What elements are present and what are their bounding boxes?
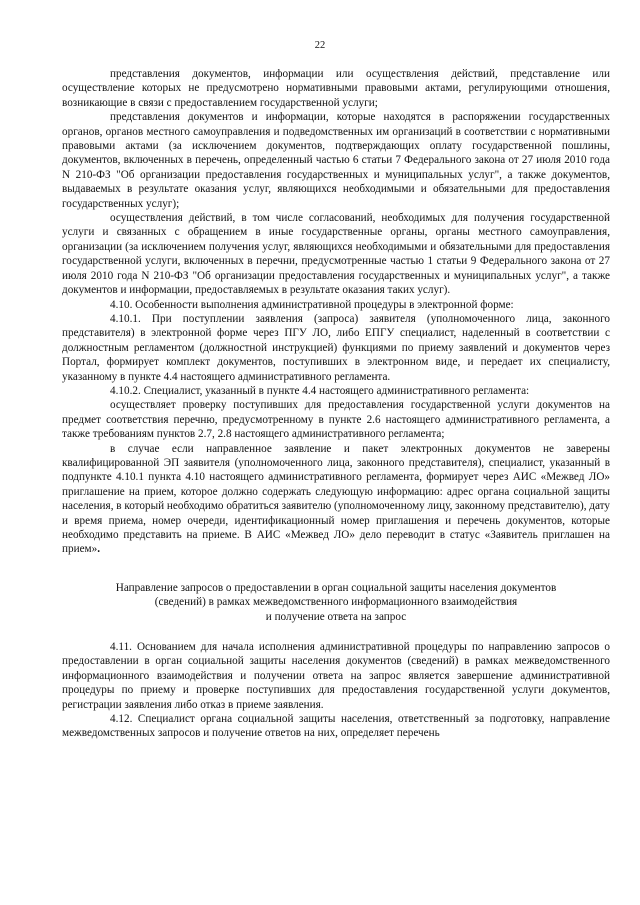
paragraph: 4.10.2. Специалист, указанный в пункте 4.4 настоящего административного регламента:	[110, 384, 530, 397]
paragraph: 4.10. Особенности выполнения административной процедуры в электронной форме:	[110, 298, 514, 311]
paragraph: осуществления действий, в том числе согласований, необходимых для получения государственной услуги и связанных с обращением в иные государственные органы, органы местного самоуправления, организации (за исключением получения услуг, являющихся необходимыми и обязательными для предоставления государственной услуги, включенных в перечни, предусмотренные частью 1 статьи 9 Федерального закона от 27 июля 2010 года N 210-ФЗ "Об организации предоставления государственных и муниципальных услуг", а также документов и информации, предоставляемых в результате оказания таких услуг).	[62, 212, 610, 297]
paragraph	[62, 442, 610, 557]
heading-line: и получение ответа на запрос	[265, 610, 407, 623]
heading-line: Направление запросов о предоставлении в орган социальной защиты населения документов	[115, 581, 557, 594]
paragraph: 4.10.1. При поступлении заявления (запроса) заявителя (уполномоченного лица, законного представителя) в электронной форме через ПГУ ЛО, либо ЕПГУ специалист, наделенный в соответствии с должностным регламентом (должностной инструкцией) функциями по приему заявлений и документов через Портал, формирует комплект документов, поступивших в электронном виде, и передает их специалисту, указанному в пункте 4.4 настоящего административного регламента.	[62, 312, 610, 383]
paragraph: представления документов и информации, которые находятся в распоряжении государственных органов, органов местного самоуправления и подведомственных им организаций в соответствии с нормативными правовыми актами (за исключением документов, подтверждающих оплату государственной пошлины, документов, включенных в перечень, определенный частью 6 статьи 7 Федерального закона от 27 июля 2010 года N 210-ФЗ "Об организации предоставления государственных и муниципальных услуг", а также документов, выдаваемых в результате оказания услуг, являющихся необходимыми и обязательными для предоставления государственных услуг);	[62, 111, 610, 210]
page-number: 22	[314, 40, 326, 51]
paragraph: 4.12. Специалист органа социальной защиты населения, ответственный за подготовку, направление межведомственных запросов и получение ответов на них, определяет перечень	[62, 713, 610, 740]
document-body	[62, 67, 610, 741]
paragraph-text: в случае если направленное заявление и пакет электронных документов не заверены квалифицированной ЭП заявителя (уполномоченного лица, законного представителя), специалист, указанный в подпункте 4.10.1 пункта 4.10 настоящего административного регламента, формирует через АИС «Межвед ЛО» приглашение на прием, которое должно содержать следующую информацию: адрес органа социальной защиты населения, в который необходимо обратиться заявителю (уполномоченному лицу, законному представителю), дату и время приема, номер очереди, идентификационный номер приглашения и перечень документов, которые необходимо представить на приеме. В АИС «Межвед ЛО» дело переводит в статус «Заявитель приглашен на прием»	[62, 442, 610, 556]
paragraph: представления документов, информации или осуществления действий, представление или осуществление которых не предусмотрено нормативными правовыми актами, регулирующими отношения, возникающие в связи с предоставлением государственной услуги;	[62, 68, 610, 109]
paragraph: осуществляет проверку поступивших для предоставления государственной услуги документов на предмет соответствия перечню, предусмотренному в пункте 2.6 настоящего административного регламента, а также требованиям пунктов 2.7, 2.8 настоящего административного регламента;	[62, 399, 610, 441]
paragraph: 4.11. Основанием для начала исполнения административной процедуры по направлению запросов о предоставлении в орган социальной защиты населения документов (сведений) в рамках межведомственного информационного взаимодействия и получении ответа на запрос является завершение административной процедуры по приему и проверке поступивших для предоставления государственной услуги документов, регистрации заявления либо отказ в приеме заявления.	[62, 641, 610, 711]
section-heading	[62, 581, 610, 624]
heading-line: (сведений) в рамках межведомственного информационного взаимодействия	[154, 596, 518, 609]
paragraph-end-mark: .	[97, 543, 101, 556]
